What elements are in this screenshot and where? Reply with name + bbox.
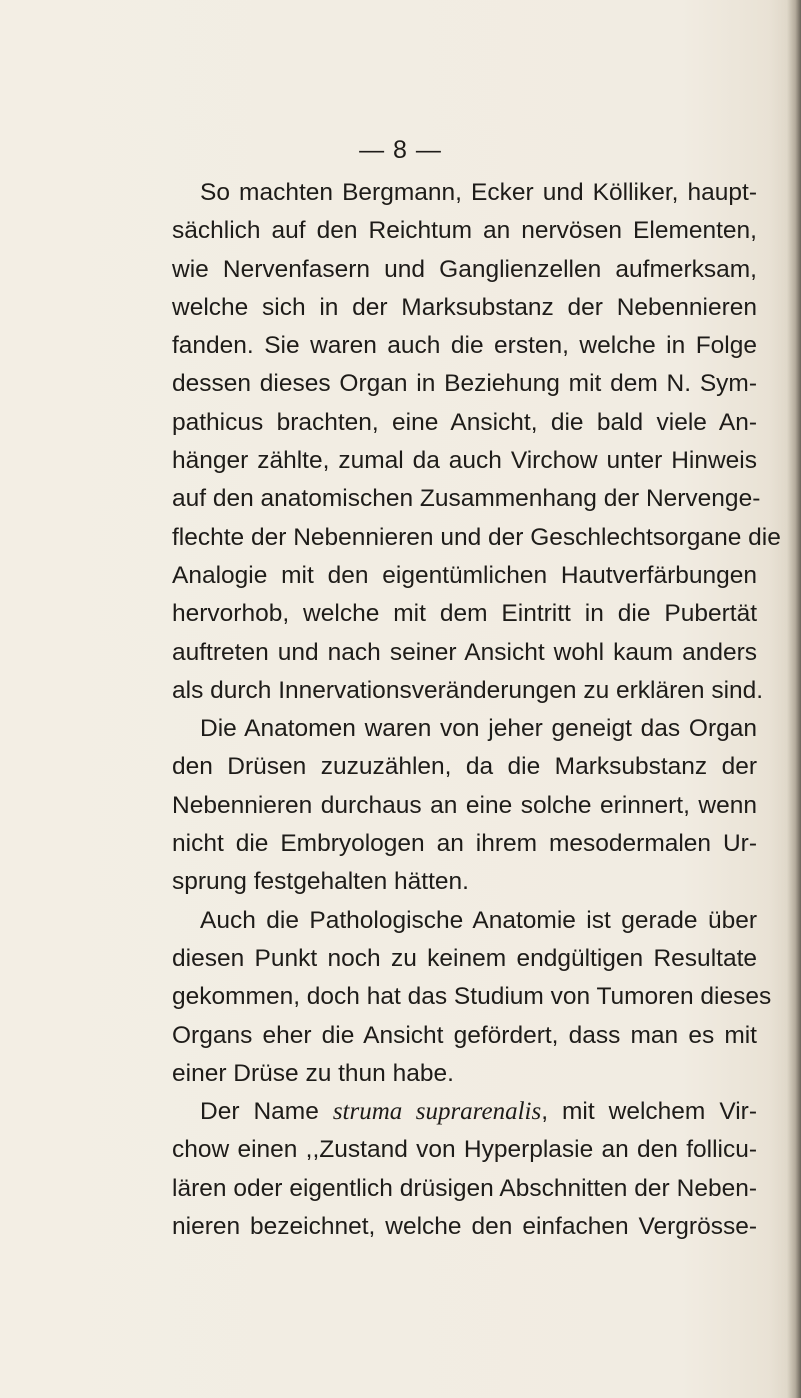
text-line: Die Anatomen waren von jeher geneigt das Organ [200, 715, 757, 743]
text-line: gekommen, doch hat das Studium von Tumoren dieses [172, 983, 772, 1011]
text-line: wie Nervenfasern und Ganglienzellen aufmerksam, [172, 255, 757, 283]
text-line: den Drüsen zuzuzählen, da die Marksubstanz der [172, 753, 757, 781]
text-line: nicht die Embryologen an ihrem mesodermalen Ur- [172, 830, 757, 858]
text-line: pathicus brachten, eine Ansicht, die bald viele An- [172, 408, 757, 436]
struma-line-before: Der Name [200, 1098, 333, 1126]
text-line: auf den anatomischen Zusammenhang der Nervenge- [172, 485, 761, 513]
body-text [172, 174, 781, 1246]
text-line: Auch die Pathologische Anatomie ist gerade über [200, 906, 757, 934]
text-line: hänger zählte, zumal da auch Virchow unter Hinweis [172, 447, 757, 475]
text-line: Analogie mit den eigentümlichen Hautverfärbungen [172, 561, 757, 589]
text-line: So machten Bergmann, Ecker und Kölliker, haupt- [200, 179, 757, 206]
text-line: chow einen ,,Zustand von Hyperplasie an den follicu- [172, 1136, 757, 1164]
text-line: hervorhob, welche mit dem Eintritt in die Pubertät [172, 600, 757, 628]
struma-term: struma suprarenalis [332, 1098, 542, 1126]
text-line: dessen dieses Organ in Beziehung mit dem N. Sym- [172, 370, 757, 398]
text-line: nieren bezeichnet, welche den einfachen Vergrösse- [172, 1213, 757, 1241]
text-line: sprung festgehalten hätten. [172, 868, 469, 896]
text-line: diesen Punkt noch zu keinem endgültigen Resultate [172, 944, 757, 972]
text-line-struma [172, 1093, 757, 1131]
struma-line-after: , mit welchem Vir- [541, 1098, 757, 1126]
page-edge-shadow [787, 0, 801, 1398]
text-line: lären oder eigentlich drüsigen Abschnitten der Neben- [172, 1174, 757, 1202]
text-line: flechte der Nebennieren und der Geschlechtsorgane die [172, 523, 781, 551]
paragraph-lines [172, 174, 781, 1093]
text-line: sächlich auf den Reichtum an nervösen Elementen, [172, 217, 757, 245]
text-line: als durch Innervationsveränderungen zu erklären sind. [172, 676, 764, 704]
text-line: einer Drüse zu thun habe. [172, 1059, 454, 1087]
paragraph-tail-lines [172, 1131, 757, 1246]
text-line: Nebennieren durchaus an eine solche erinnert, wenn [172, 791, 757, 819]
text-line: auftreten und nach seiner Ansicht wohl kaum anders [172, 638, 757, 666]
text-line: Organs eher die Ansicht gefördert, dass man es mit [172, 1021, 757, 1049]
page-number: — 8 — [359, 136, 442, 164]
text-line: welche sich in der Marksubstanz der Nebennieren [172, 293, 757, 321]
text-line: fanden. Sie waren auch die ersten, welche in Folge [172, 332, 757, 360]
